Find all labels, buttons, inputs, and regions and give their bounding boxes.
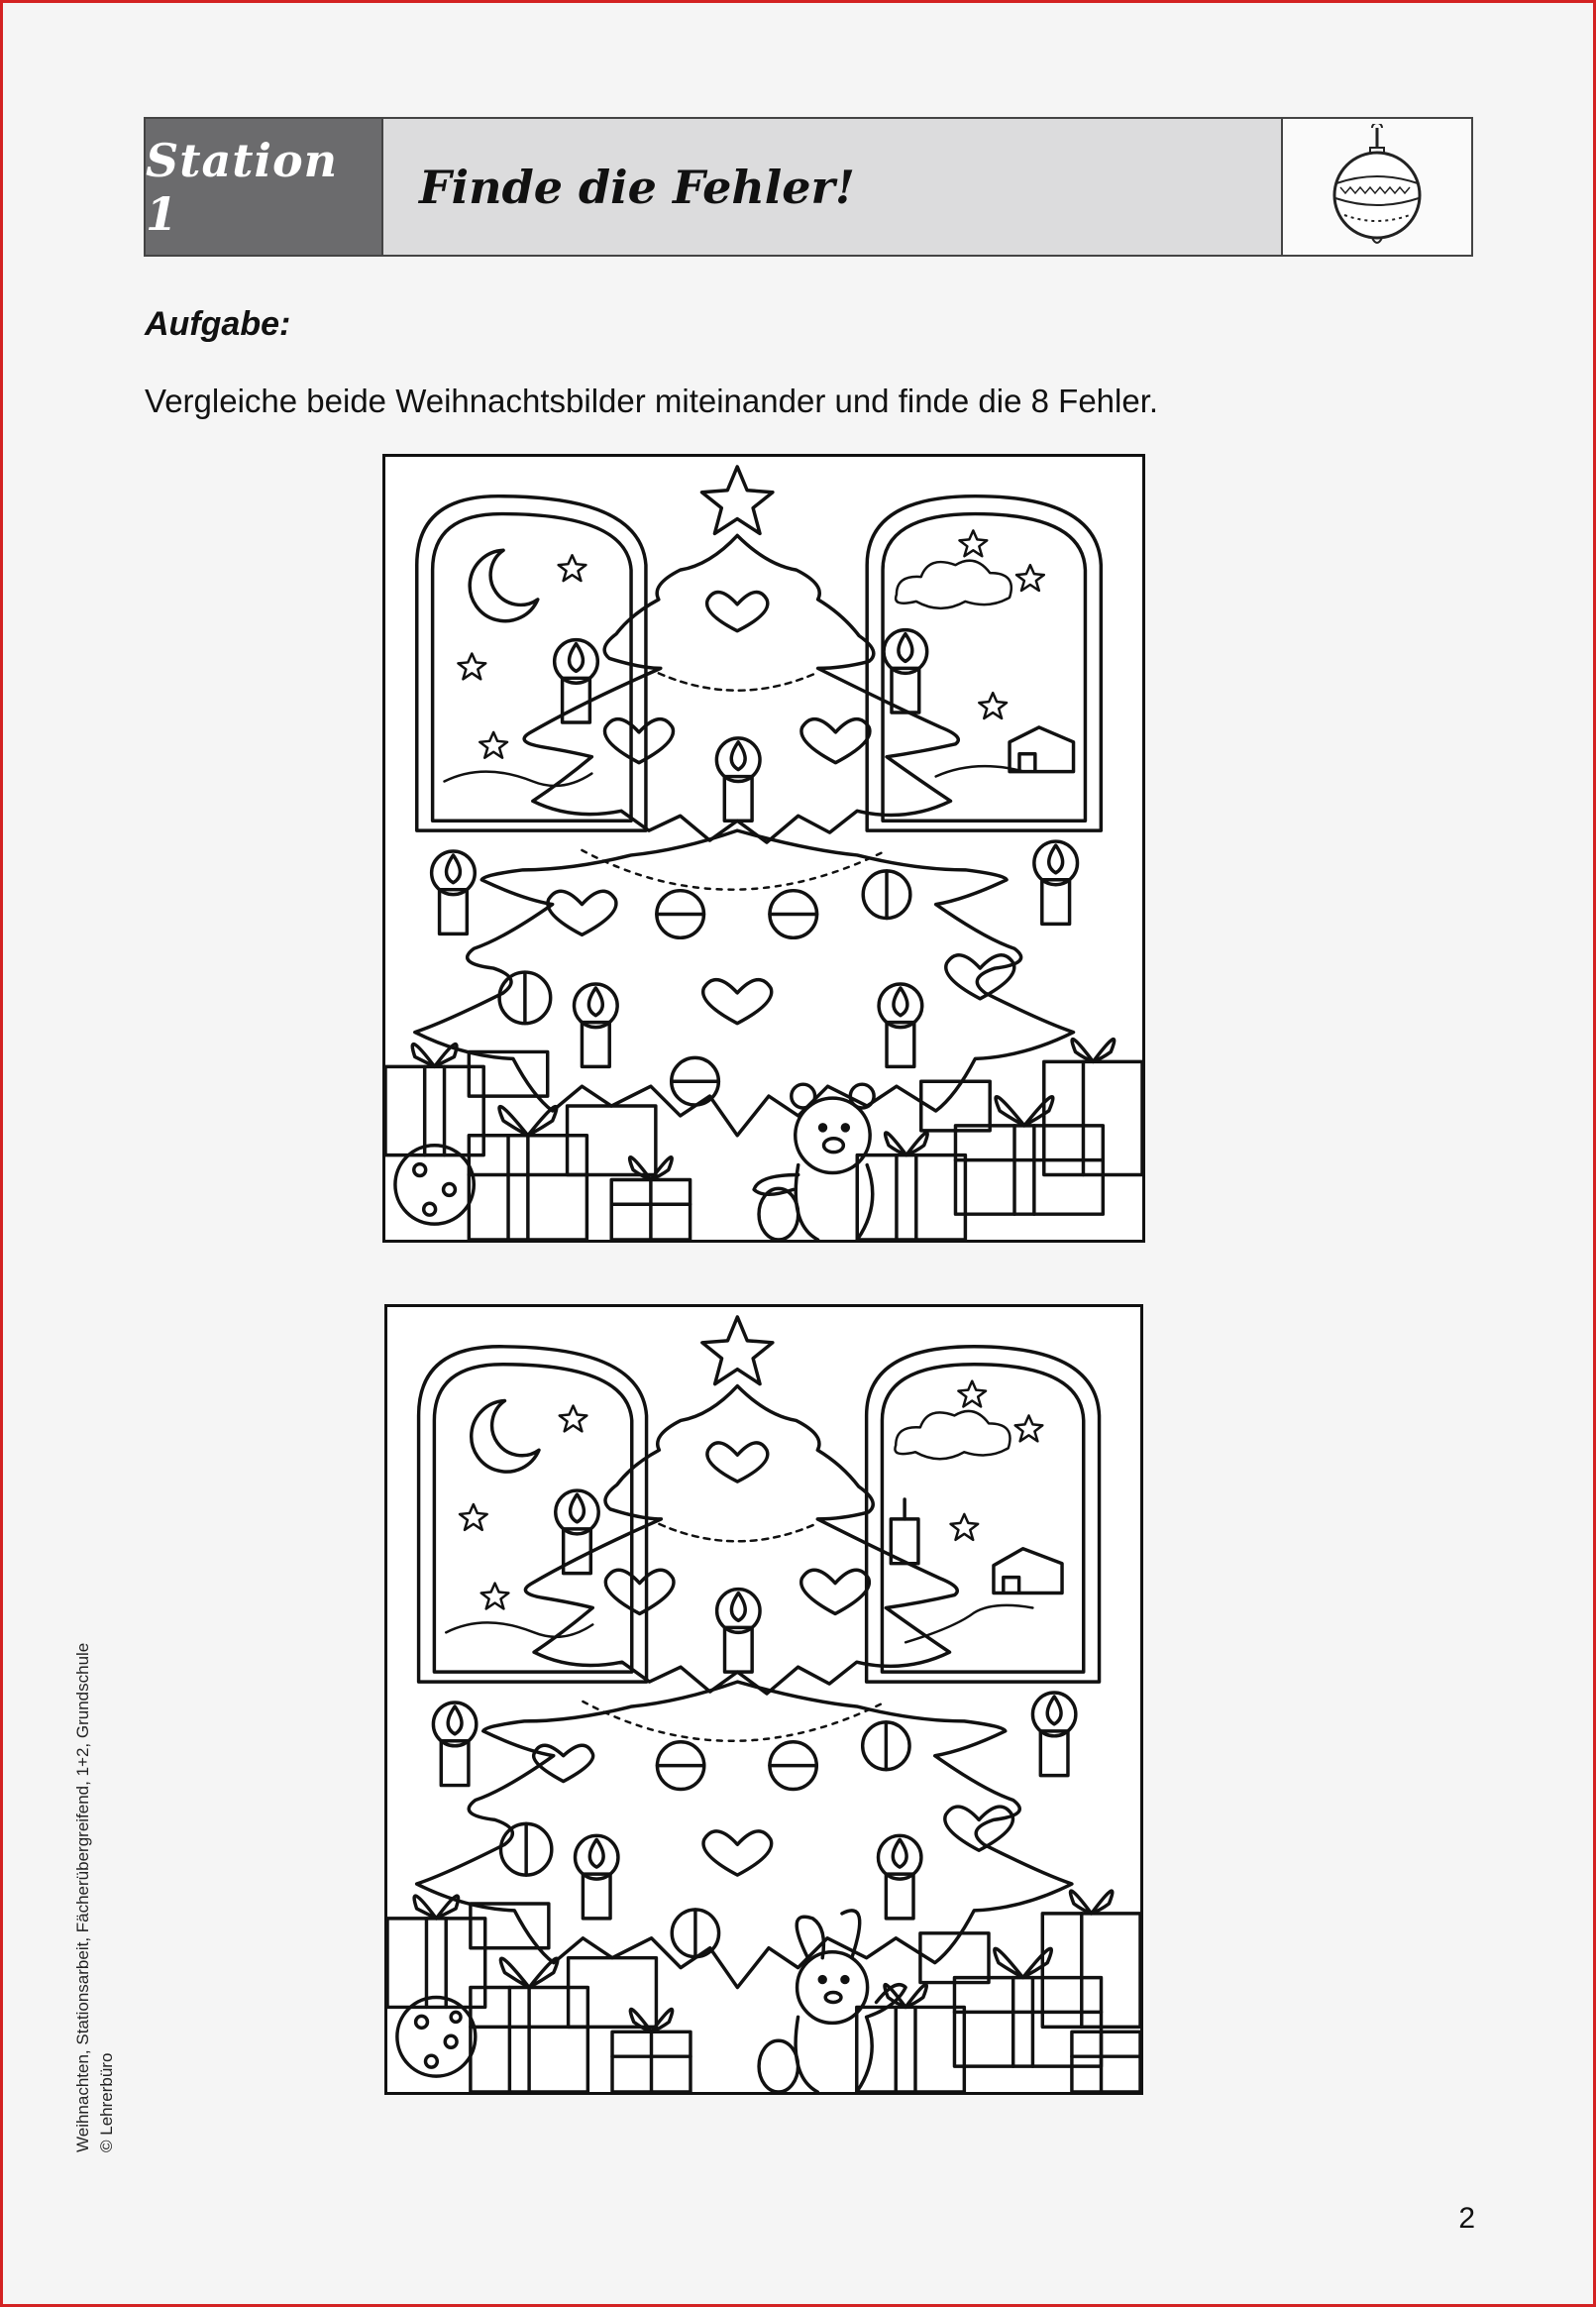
christmas-scene-with-errors [384,1304,1143,2095]
candle-icon [555,640,598,722]
cloud-icon [896,561,1011,608]
christmas-scene-original [382,454,1145,1243]
side-credits [71,1643,119,2152]
worksheet-header [144,117,1473,257]
credit-line-2: © Lehrerbüro [97,2052,116,2152]
christmas-bauble-icon [1323,124,1432,251]
page-number: 2 [1458,2202,1475,2235]
tree-star-icon [701,467,772,533]
moon-icon [470,550,538,620]
star-icon [559,555,586,581]
ornament-panel [1281,119,1471,255]
task-instruction: Vergleiche beide Weihnachtsbilder miteinander und finde die 8 Fehler. [145,383,1159,419]
heart-ornament-icon [707,593,768,631]
page-title: Finde die Fehler! [381,119,1281,255]
station-label: Station 1 [146,119,381,255]
right-window [867,496,1101,830]
task-heading: Aufgabe: [145,305,291,343]
credit-line-1: Weihnachten, Stationsarbeit, Fächerübergreifend, 1+2, Grundschule [73,1642,92,2152]
bunny-icon [759,1911,905,2092]
